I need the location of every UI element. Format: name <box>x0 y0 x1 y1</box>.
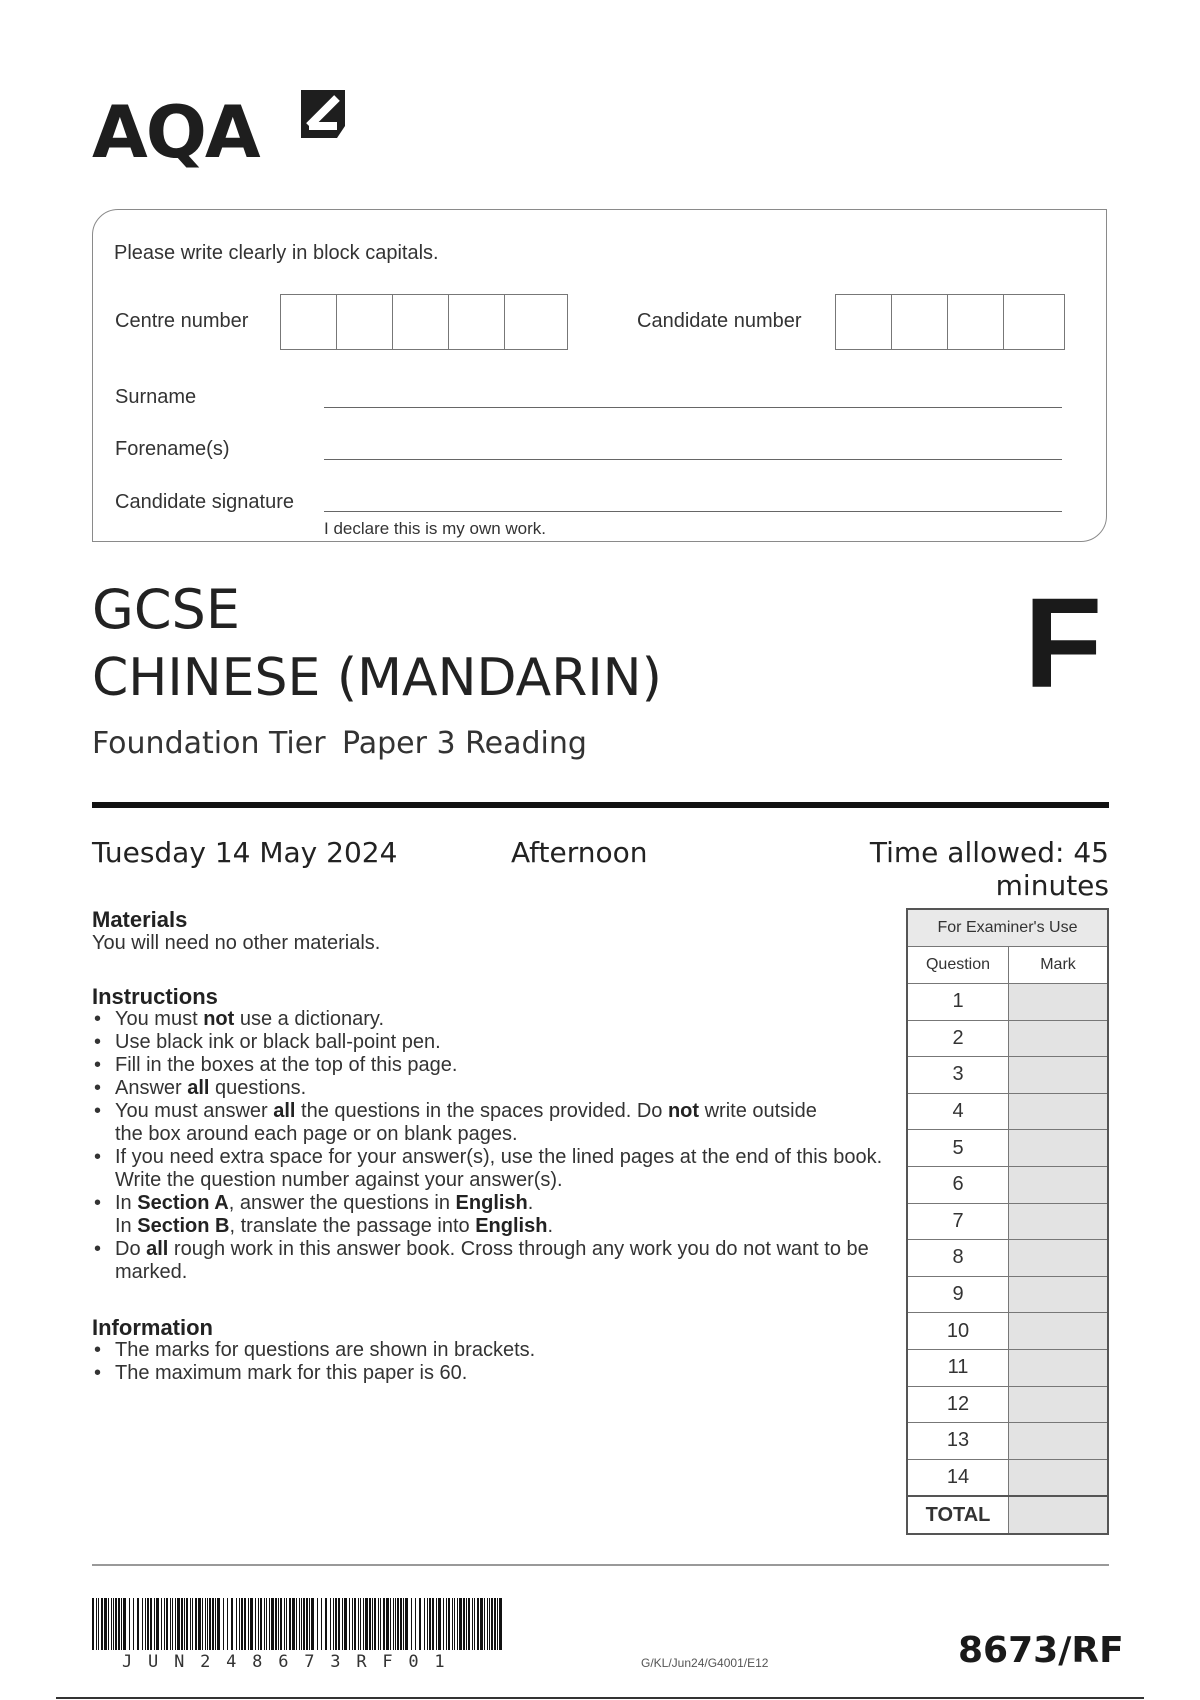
information-heading: Information <box>92 1315 213 1340</box>
time-allowed: Time allowed: 45 minutes <box>869 836 1109 902</box>
question-number: 9 <box>907 1276 1009 1313</box>
signature-field[interactable] <box>324 511 1062 512</box>
instructions-heading: Instructions <box>92 984 218 1009</box>
candidate-number-boxes[interactable] <box>835 294 1065 350</box>
mark-cell <box>1009 1423 1109 1460</box>
centre-number-digit[interactable] <box>505 295 561 349</box>
mark-cell <box>1009 1020 1109 1057</box>
paper-code: 8673/RF <box>958 1630 1124 1671</box>
aqa-logo-tick-icon <box>297 86 349 144</box>
forenames-label: Forename(s) <box>115 438 230 460</box>
aqa-logo <box>92 86 352 182</box>
barcode-icon <box>92 1598 504 1650</box>
question-number: 6 <box>907 1166 1009 1203</box>
mark-cell <box>1009 1093 1109 1130</box>
declaration-text: I declare this is my own work. <box>324 519 547 538</box>
mark-cell <box>1009 1386 1109 1423</box>
title-divider <box>92 802 1109 808</box>
surname-label: Surname <box>115 386 197 408</box>
question-number: 13 <box>907 1423 1009 1460</box>
mark-cell <box>1009 984 1109 1021</box>
question-number: 10 <box>907 1313 1009 1350</box>
mark-cell <box>1009 1349 1109 1386</box>
candidate-number-digit[interactable] <box>948 295 1004 349</box>
question-number: 2 <box>907 1020 1009 1057</box>
question-number: 7 <box>907 1203 1009 1240</box>
question-column-header: Question <box>907 947 1009 984</box>
question-number: 1 <box>907 984 1009 1021</box>
page-bottom-rule <box>56 1697 1144 1699</box>
centre-number-label: Centre number <box>115 310 249 332</box>
subject-title: CHINESE (MANDARIN) <box>92 648 662 708</box>
tier-letter: F <box>1024 572 1103 715</box>
materials-text: You will need no other materials. <box>92 932 381 954</box>
mark-cell <box>1009 1276 1109 1313</box>
total-label: TOTAL <box>907 1496 1009 1534</box>
instruction-item: • Answer all questions. <box>92 1077 892 1100</box>
question-number: 4 <box>907 1093 1009 1130</box>
question-number: 12 <box>907 1386 1009 1423</box>
barcode-text: JUN248673RF01 <box>122 1652 461 1672</box>
instruction-item: • In Section A, answer the questions in English. In Section B, translate the passage into English. <box>92 1192 892 1238</box>
block-capitals-prompt: Please write clearly in block capitals. <box>114 242 439 264</box>
mark-cell <box>1009 1166 1109 1203</box>
candidate-number-digit[interactable] <box>892 295 948 349</box>
paper-name: Paper 3 Reading <box>342 726 587 761</box>
information-item: • The maximum mark for this paper is 60. <box>92 1362 892 1385</box>
question-number: 3 <box>907 1057 1009 1094</box>
instruction-item: • If you need extra space for your answer(s), use the lined pages at the end of this book. Write the question number against your answer(s). <box>92 1146 895 1192</box>
exam-session: Afternoon <box>511 836 648 869</box>
centre-number-boxes[interactable] <box>280 294 568 350</box>
mark-cell <box>1009 1203 1109 1240</box>
surname-field[interactable] <box>324 407 1062 408</box>
mark-cell <box>1009 1459 1109 1496</box>
instruction-item: • You must answer all the questions in the spaces provided. Do not write outside the box around each page or on blank pages. <box>92 1100 835 1146</box>
forenames-field[interactable] <box>324 459 1062 460</box>
instruction-item: • Use black ink or black ball-point pen. <box>92 1031 892 1054</box>
total-mark-cell <box>1009 1496 1109 1534</box>
question-number: 14 <box>907 1459 1009 1496</box>
examiner-table-title: For Examiner's Use <box>907 909 1108 947</box>
materials-heading: Materials <box>92 907 188 932</box>
centre-number-digit[interactable] <box>337 295 393 349</box>
mark-cell <box>1009 1130 1109 1167</box>
mark-cell <box>1009 1240 1109 1277</box>
information-list <box>92 1339 892 1385</box>
candidate-number-digit[interactable] <box>1004 295 1061 349</box>
mark-cell <box>1009 1313 1109 1350</box>
mark-cell <box>1009 1057 1109 1094</box>
footer-divider <box>92 1564 1109 1566</box>
instruction-item: • You must not use a dictionary. <box>92 1008 892 1031</box>
instruction-item: • Fill in the boxes at the top of this page. <box>92 1054 892 1077</box>
tier-text: Foundation Tier <box>92 726 326 761</box>
instruction-item: • Do all rough work in this answer book. Cross through any work you do not want to be marked. <box>92 1238 875 1284</box>
question-number: 8 <box>907 1240 1009 1277</box>
qualification-title: GCSE <box>92 578 240 641</box>
candidate-number-digit[interactable] <box>836 295 892 349</box>
instructions-list <box>92 1008 892 1284</box>
centre-number-digit[interactable] <box>449 295 505 349</box>
centre-number-digit[interactable] <box>281 295 337 349</box>
candidate-number-label: Candidate number <box>637 310 802 332</box>
examiner-use-table <box>906 908 1109 1535</box>
logo-text: AQA <box>92 90 259 174</box>
question-number: 11 <box>907 1349 1009 1386</box>
centre-number-digit[interactable] <box>393 295 449 349</box>
document-reference: G/KL/Jun24/G4001/E12 <box>641 1656 769 1670</box>
signature-label: Candidate signature <box>115 491 295 513</box>
mark-column-header: Mark <box>1009 947 1109 984</box>
question-number: 5 <box>907 1130 1009 1167</box>
information-item: • The marks for questions are shown in brackets. <box>92 1339 892 1362</box>
exam-date: Tuesday 14 May 2024 <box>92 836 398 869</box>
